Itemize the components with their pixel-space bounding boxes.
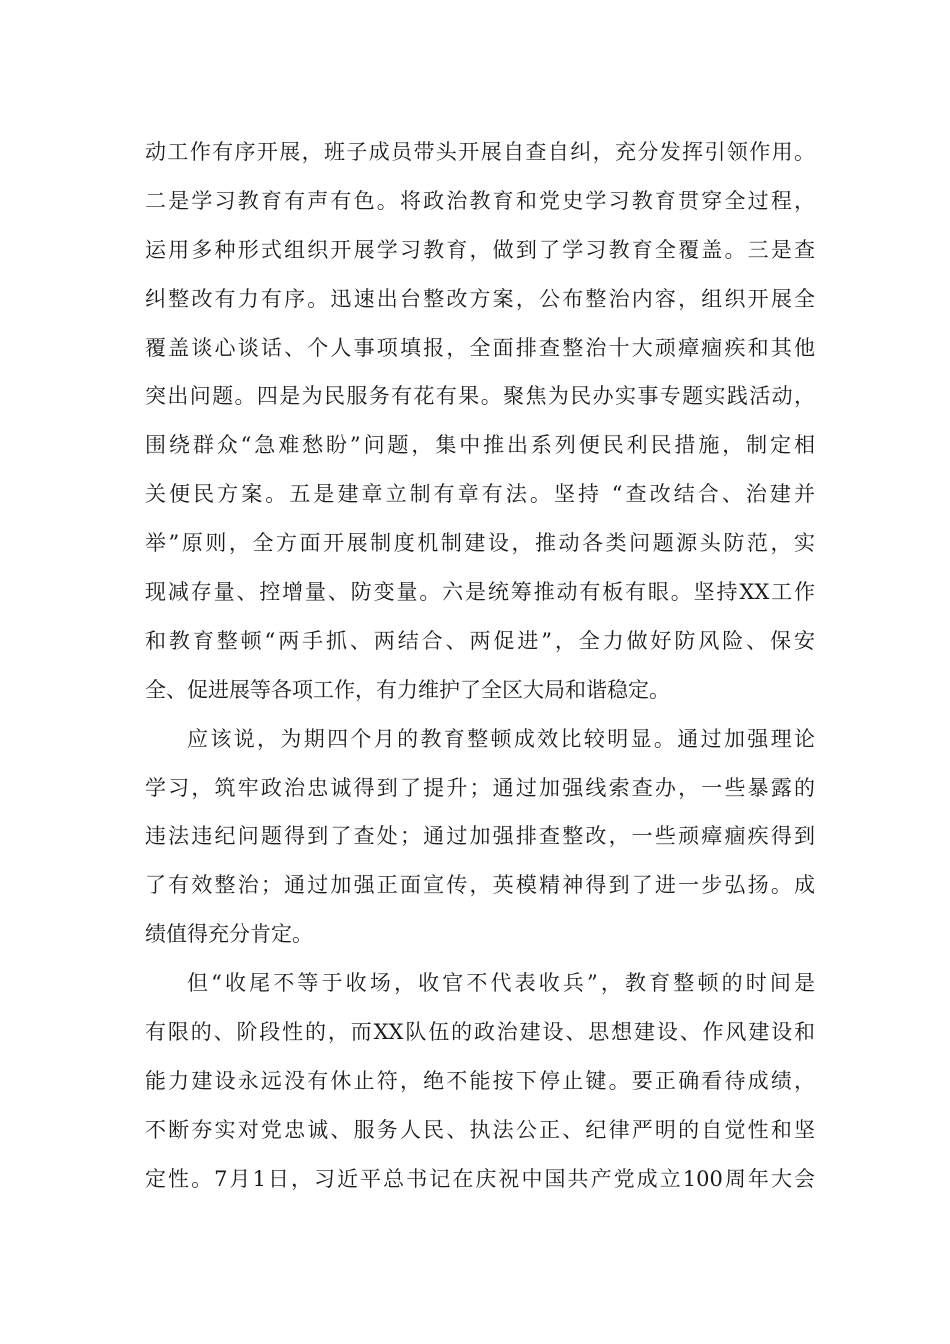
text-line-17: 绩值得充分肯定。 bbox=[145, 922, 313, 947]
text-line-6: 突出问题。四是为民服务有花有果。聚焦为民办实事专题实践活动， bbox=[145, 384, 815, 409]
text-line-22: 定性。7月1日，习近平总书记在庆祝中国共产党成立100周年大会 bbox=[145, 1166, 815, 1191]
text-line-7: 围绕群众“急难愁盼”问题，集中推出系列便民利民措施，制定相 bbox=[145, 433, 815, 458]
body-text bbox=[145, 128, 815, 1204]
text-line-12: 全、促进展等各项工作，有力维护了全区大局和谐稳定。 bbox=[145, 677, 670, 702]
text-line-3: 运用多种形式组织开展学习教育，做到了学习教育全覆盖。三是查 bbox=[145, 237, 815, 262]
text-line-9: 举”原则，全方面开展制度机制建设，推动各类问题源头防范，实 bbox=[145, 531, 815, 556]
text-line-21: 不断夯实对党忠诚、服务人民、执法公正、纪律严明的自觉性和坚 bbox=[145, 1117, 815, 1142]
text-line-2: 二是学习教育有声有色。将政治教育和党史学习教育贯穿全过程， bbox=[145, 188, 815, 213]
text-line-20: 能力建设永远没有休止符，绝不能按下停止键。要正确看待成绩， bbox=[145, 1068, 815, 1093]
text-line-10: 现减存量、控增量、防变量。六是统筹推动有板有眼。坚持XX工作 bbox=[145, 580, 815, 605]
text-line-5: 覆盖谈心谈话、个人事项填报，全面排查整治十大顽瘴痼疾和其他 bbox=[145, 335, 815, 360]
text-line-1: 动工作有序开展，班子成员带头开展自查自纠，充分发挥引领作用。 bbox=[145, 140, 815, 164]
text-line-4: 纠整改有力有序。迅速出台整改方案，公布整治内容，组织开展全 bbox=[145, 286, 815, 311]
text-line-16: 了有效整治；通过加强正面宣传，英模精神得到了进一步弘扬。成 bbox=[145, 873, 815, 898]
text-line-14: 学习，筑牢政治忠诚得到了提升；通过加强线索查办，一些暴露的 bbox=[145, 775, 815, 800]
text-line-18: 但“收尾不等于收场，收官不代表收兵”，教育整顿的时间是 bbox=[187, 971, 815, 996]
text-line-11: 和教育整顿“两手抓、两结合、两促进”，全力做好防风险、保安 bbox=[145, 628, 815, 653]
text-line-19: 有限的、阶段性的，而XX队伍的政治建设、思想建设、作风建设和 bbox=[145, 1020, 815, 1045]
text-line-13: 应该说，为期四个月的教育整顿成效比较明显。通过加强理论 bbox=[187, 726, 815, 751]
text-line-15: 违法违纪问题得到了查处；通过加强排查整改，一些顽瘴痼疾得到 bbox=[145, 824, 815, 849]
text-line-8: 关便民方案。五是建章立制有章有法。坚持 “查改结合、治建并 bbox=[145, 482, 815, 507]
